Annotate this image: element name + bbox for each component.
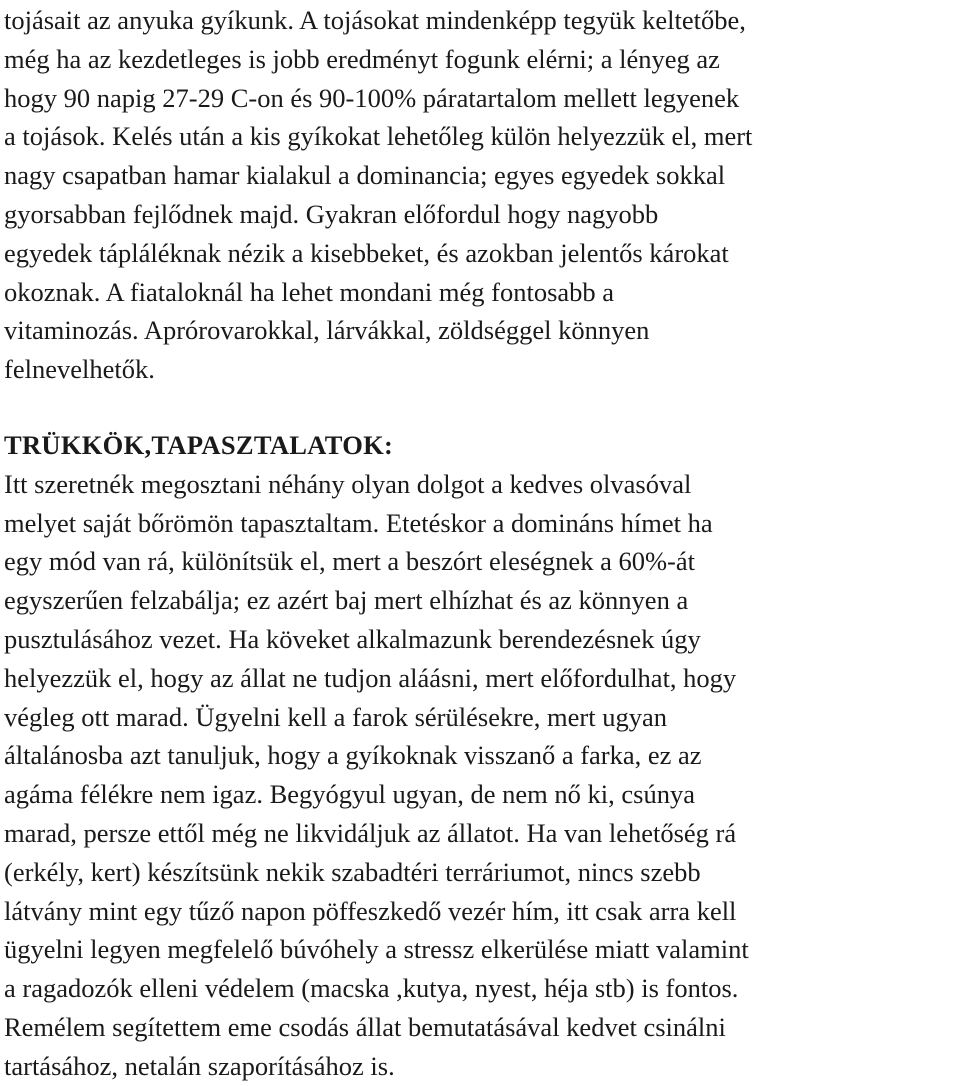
paragraph-gap <box>4 389 956 426</box>
section-heading: TRÜKKÖK,TAPASZTALATOK: <box>4 429 394 460</box>
paragraph-tips: Itt szeretnék megosztani néhány olyan dolgot a kedves olvasóval melyet saját bőrömön tapasztaltam. Etetéskor a domináns hímet ha egy mód van rá, különítsük el, mert a beszórt eleségnek a 60%-át egyszerűen felzabálja; ez azért baj mert elhízhat és az könnyen a pusztulásához vezet. Ha köveket alkalmazunk berendezésnek úgy helyezzük el, hogy az állat ne tudjon aláásni, mert előfordulhat, hogy végleg ott marad. Ügyelni kell a farok sérülésekre, mert ugyan általánosba azt tanuljuk, hogy a gyíkoknak visszanő a farka, ez az agáma félékre nem igaz. Begyógyul ugyan, de nem nő ki, csúnya marad, persze ettől még ne likvidáljuk az állatot. Ha van lehetőség rá (erkély, kert) készítsünk nekik szabadtéri terráriumot, nincs szebb látvány mint egy tűző napon pöffeszkedő vezér hím, itt csak arra kell ügyelni legyen megfelelő búvóhely a stressz elkerülése miatt valamint a ragadozók elleni védelem (macska ,kutya, nyest, héja stb) is fontos. Remélem segítettem eme csodás állat bemutatásával kedvet csinálni tartásához, netalán szaporításához is. <box>4 468 749 1081</box>
paragraph-breeding: tojásait az anyuka gyíkunk. A tojásokat mindenképp tegyük keltetőbe, még ha az kezdetleges is jobb eredményt fogunk elérni; a lényeg az hogy 90 napig 27-29 C-on és 90-100% páratartalom mellett legyenek a tojások. Kelés után a kis gyíkokat lehetőleg külön helyezzük el, mert nagy csapatban hamar kialakul a dominancia; egyes egyedek sokkal gyorsabban fejlődnek majd. Gyakran előfordul hogy nagyobb egyedek tápláléknak nézik a kisebbeket, és azokban jelentős károkat okoznak. A fiataloknál ha lehet mondani még fontosabb a vitaminozás. Aprórovarokkal, lárvákkal, zöldséggel könnyen felnevelhetők. <box>4 5 753 385</box>
